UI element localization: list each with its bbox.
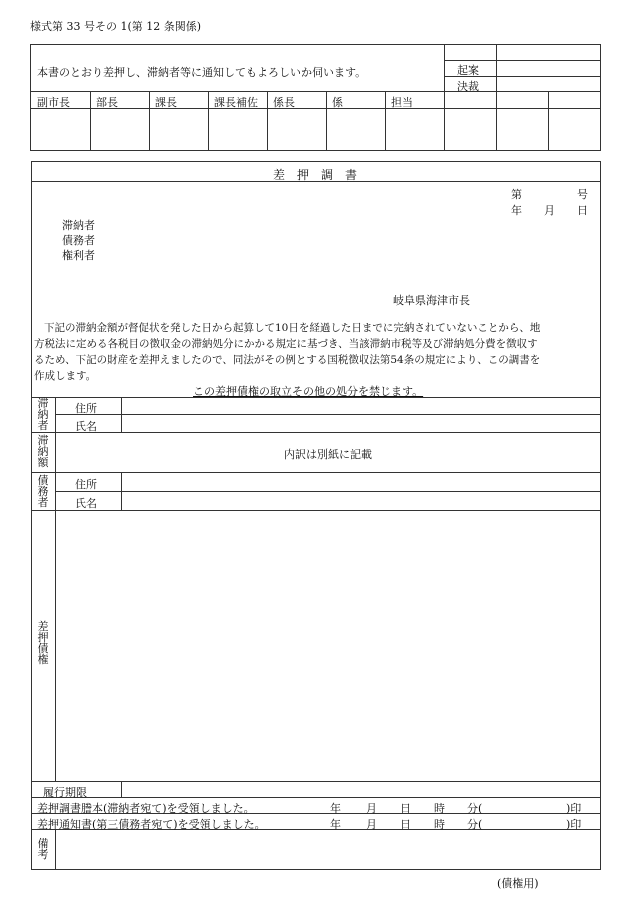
seized-claim-label: 差押債権: [37, 620, 49, 666]
footer-note: (債権用): [497, 877, 539, 890]
amount-label: 滞納額: [37, 434, 49, 469]
delinquent-label: 滞納者: [37, 397, 49, 432]
party-debtor: 債務者: [62, 234, 95, 247]
role-director: 部長: [96, 96, 118, 109]
body-line-3: るため、下記の財産を差押えましたので、同法がその例とする国税徴収法第54条の規定により、この調書を: [34, 354, 541, 366]
delinquent-name-label: 氏名: [75, 420, 97, 433]
role-in-charge: 担当: [391, 96, 413, 109]
body-line-1: 下記の滞納金額が督促状を発した日から起算して10日を経過した日までに完納されていないことから、地: [44, 322, 541, 334]
role-vice-mayor: 副市長: [37, 96, 70, 109]
receipt-2-month: 月: [366, 818, 377, 831]
receipt-2-day: 日: [400, 818, 411, 831]
document-title: 差 押 調 書: [272, 168, 357, 182]
receipt-row-1-text: 差押調書謄本(滞納者宛て)を受領しました。: [37, 802, 255, 815]
issuer-mayor: 岐阜県海津市長: [393, 294, 470, 307]
number-label: 第 号: [511, 188, 588, 201]
receipt-1-day: 日: [400, 802, 411, 815]
receipt-2-minute: 分(: [467, 818, 483, 831]
receipt-2-hour: 時: [434, 818, 445, 831]
role-subsection-chief: 係長: [273, 96, 295, 109]
party-rights-holder: 権利者: [62, 249, 95, 262]
kessai-label: 決裁: [457, 80, 479, 93]
receipt-2-year: 年: [330, 818, 341, 831]
due-date-label: 履行期限: [43, 786, 87, 799]
receipt-1-month: 月: [366, 802, 377, 815]
debtor-name-label: 氏名: [75, 497, 97, 510]
party-delinquent: 滞納者: [62, 219, 95, 232]
amount-note: 内訳は別紙に記載: [284, 448, 372, 461]
role-assistant-chief: 課長補佐: [214, 96, 258, 109]
date-label: 年 月 日: [511, 204, 588, 217]
prohibition-notice: この差押債権の取立その他の処分を禁じます。: [193, 385, 424, 398]
debtor-address-label: 住所: [75, 478, 97, 491]
receipt-2-seal: )印: [566, 818, 582, 831]
receipt-1-minute: 分(: [467, 802, 483, 815]
approval-request-text: 本書のとおり差押し、滞納者等に通知してもよろしいか伺います。: [37, 66, 367, 79]
kian-label: 起案: [457, 64, 479, 77]
role-staff: 係: [332, 96, 343, 109]
receipt-1-seal: )印: [566, 802, 582, 815]
role-section-chief: 課長: [155, 96, 177, 109]
delinquent-address-label: 住所: [75, 402, 97, 415]
debtor-label: 債務者: [37, 474, 49, 509]
receipt-1-hour: 時: [434, 802, 445, 815]
body-line-4: 作成します。: [34, 370, 97, 382]
form-code: 様式第 33 号その 1(第 12 条関係): [30, 20, 202, 33]
remarks-label: 備考: [37, 837, 49, 861]
receipt-1-year: 年: [330, 802, 341, 815]
receipt-row-2-text: 差押通知書(第三債務者宛て)を受領しました。: [37, 818, 266, 831]
body-line-2: 方税法に定める各税目の徴収金の滞納処分にかかる規定に基づき、当該滞納市税等及び滞納処分費を徴収す: [34, 338, 538, 350]
